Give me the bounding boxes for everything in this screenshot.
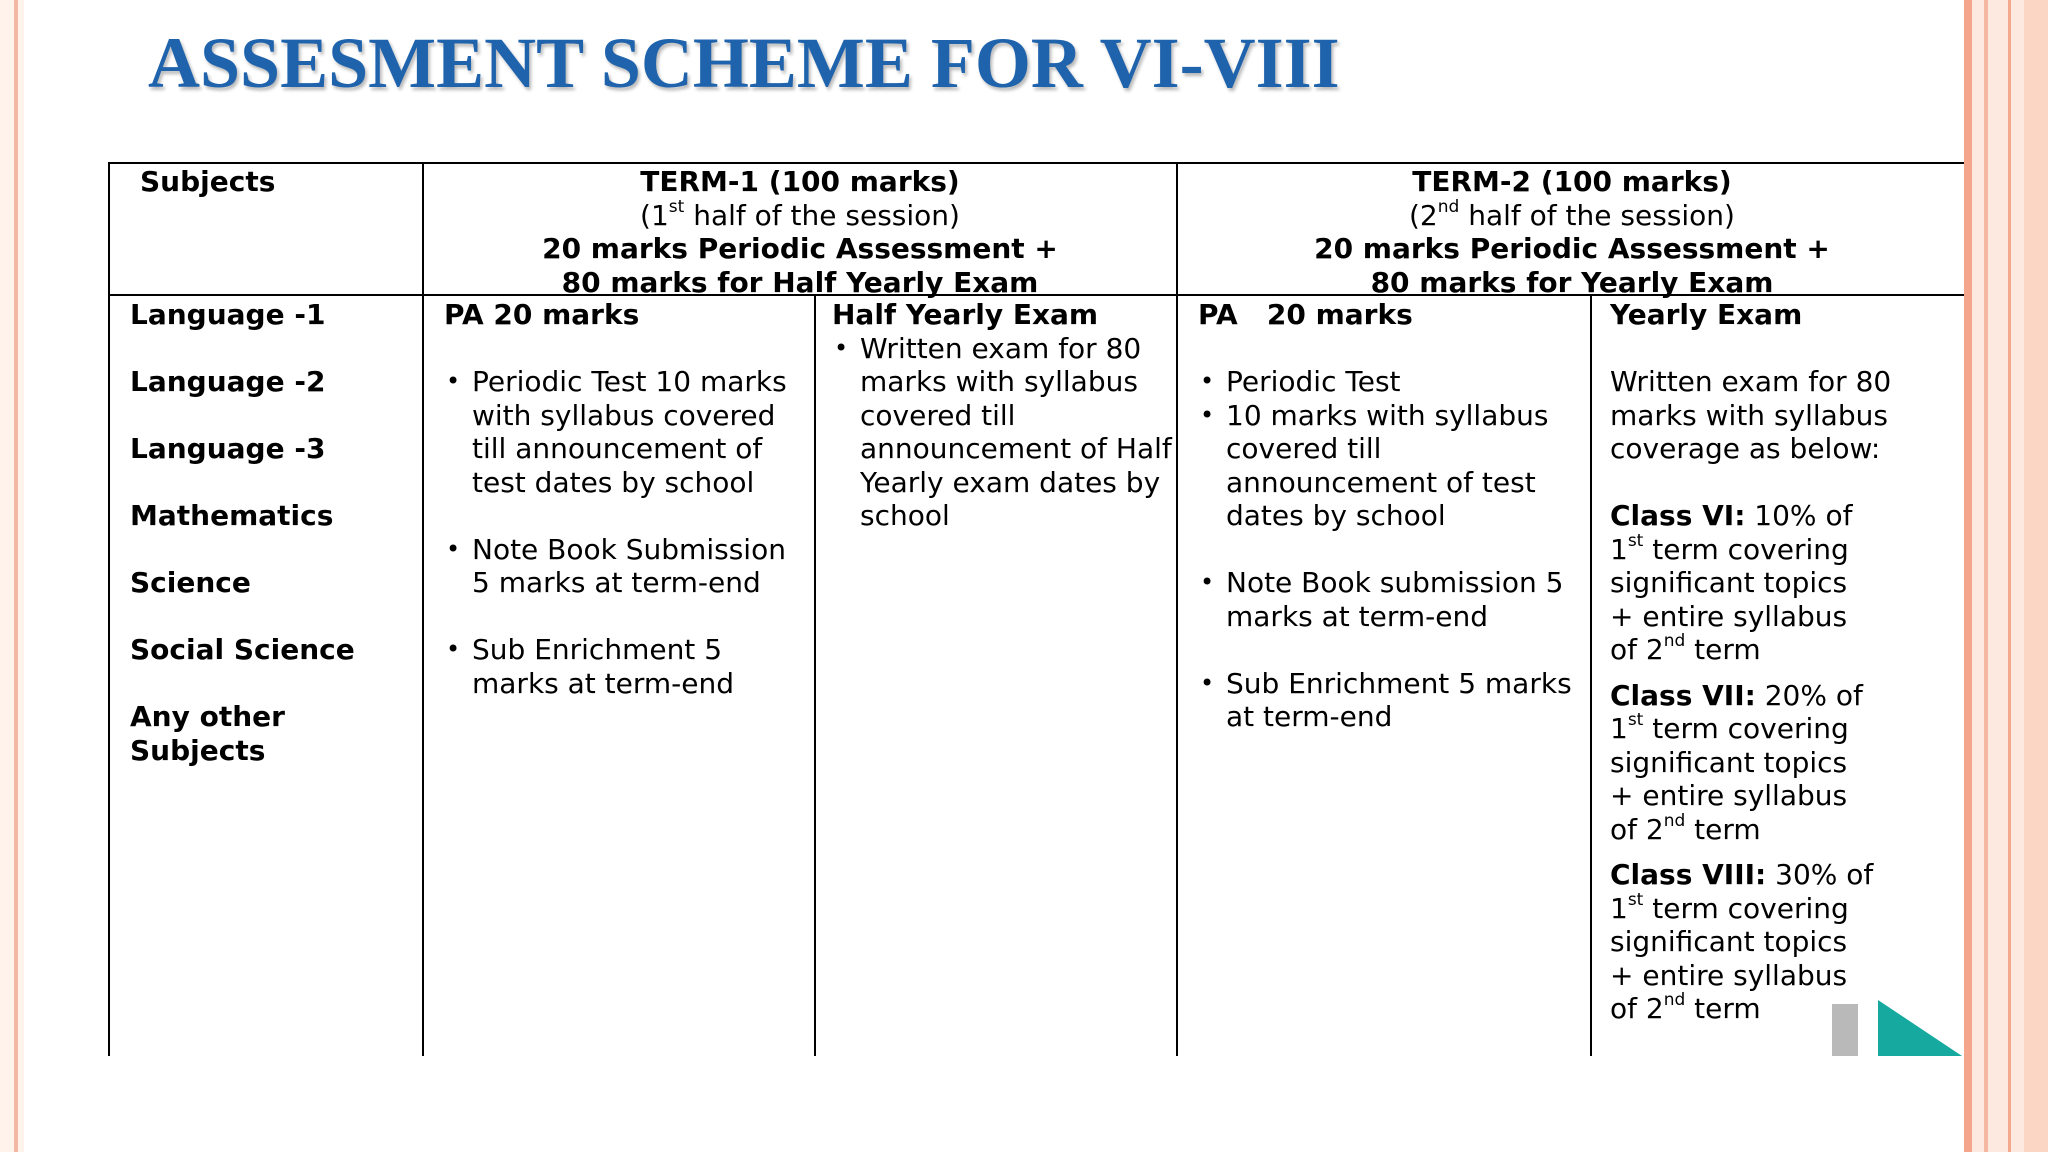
list-item: • Periodic Test 10 marks with syllabus covered till announcement of test dates by school: [446, 365, 787, 499]
subject-item: Science: [130, 566, 251, 599]
assessment-table: [108, 160, 1964, 1056]
term1-pa-heading: PA 20 marks: [444, 298, 640, 331]
subject-item: Language -2: [130, 365, 326, 398]
list-item: • Sub Enrichment 5 marks at term-end: [446, 633, 735, 700]
header-subjects: Subjects: [140, 165, 276, 198]
term1-line4: 80 marks for Half Yearly Exam: [561, 265, 1039, 299]
col-divider: [1590, 294, 1592, 1056]
list-item: • 10 marks with syllabus covered till announcement of test dates by school: [1200, 398, 1549, 532]
stripe: [1964, 0, 1972, 1152]
header-term2: [1180, 165, 1964, 299]
term2-pa-heading: PA 20 marks: [1198, 298, 1413, 331]
table-border-top: [108, 162, 1964, 164]
term1-title: TERM-1 (100 marks): [640, 165, 960, 198]
term2-line4: 80 marks for Yearly Exam: [1370, 265, 1774, 299]
right-border-decoration: [1964, 0, 2048, 1152]
subject-item: Mathematics: [130, 499, 334, 532]
corner-decoration: [1832, 1004, 1858, 1056]
subject-item: Social Science: [130, 633, 355, 666]
list-item: • Written exam for 80 marks with syllabus covered till announcement of Half Yearly exam dates by school: [834, 331, 1172, 532]
col-divider: [814, 294, 816, 1056]
list-item: • Sub Enrichment 5 marks at term-end: [1200, 666, 1572, 733]
stripe: [1984, 0, 1988, 1152]
subject-item: Language -1: [130, 298, 326, 331]
subject-item: Any other Subjects: [130, 700, 285, 767]
term1-pa-cell: [444, 298, 810, 700]
left-border-decoration: [0, 0, 24, 1152]
class-block: Class VII: 20% of 1st term covering significant topics + entire syllabus of 2nd term: [1610, 678, 1863, 846]
half-yearly-heading: Half Yearly Exam: [832, 298, 1099, 331]
slide-title: ASSESMENT SCHEME FOR VI-VIII: [148, 23, 1340, 103]
list-item: • Note Book submission 5 marks at term-end: [1200, 566, 1564, 633]
half-yearly-cell: [832, 298, 1174, 533]
col-divider: [422, 162, 424, 1056]
subject-item: Language -3: [130, 432, 326, 465]
col-divider: [1176, 162, 1178, 1056]
class-block: Class VIII: 30% of 1st term covering significant topics + entire syllabus of 2nd term: [1610, 858, 1874, 1025]
list-item: • Periodic Test: [1200, 365, 1401, 398]
header-term1: [426, 165, 1174, 299]
stripe: [2008, 0, 2011, 1152]
term2-title: TERM-2 (100 marks): [1412, 165, 1732, 198]
term2-subtitle: (2nd half of the session): [1409, 196, 1735, 232]
col-divider: [108, 162, 110, 1056]
yearly-intro: Written exam for 80 marks with syllabus coverage as below:: [1610, 365, 1892, 465]
term2-line3: 20 marks Periodic Assessment +: [1314, 232, 1830, 265]
list-item: • Note Book Submission 5 marks at term-end: [446, 532, 786, 599]
stripe: [2024, 0, 2048, 1152]
term1-line3: 20 marks Periodic Assessment +: [542, 232, 1058, 265]
term2-pa-cell: [1198, 298, 1588, 734]
subjects-list: [130, 298, 420, 767]
class-block: Class VI: 10% of 1st term covering significant topics + entire syllabus of 2nd term: [1610, 499, 1853, 666]
yearly-heading: Yearly Exam: [1610, 298, 1803, 331]
term1-subtitle: (1st half of the session): [640, 196, 960, 232]
yearly-cell: [1610, 298, 1960, 1026]
